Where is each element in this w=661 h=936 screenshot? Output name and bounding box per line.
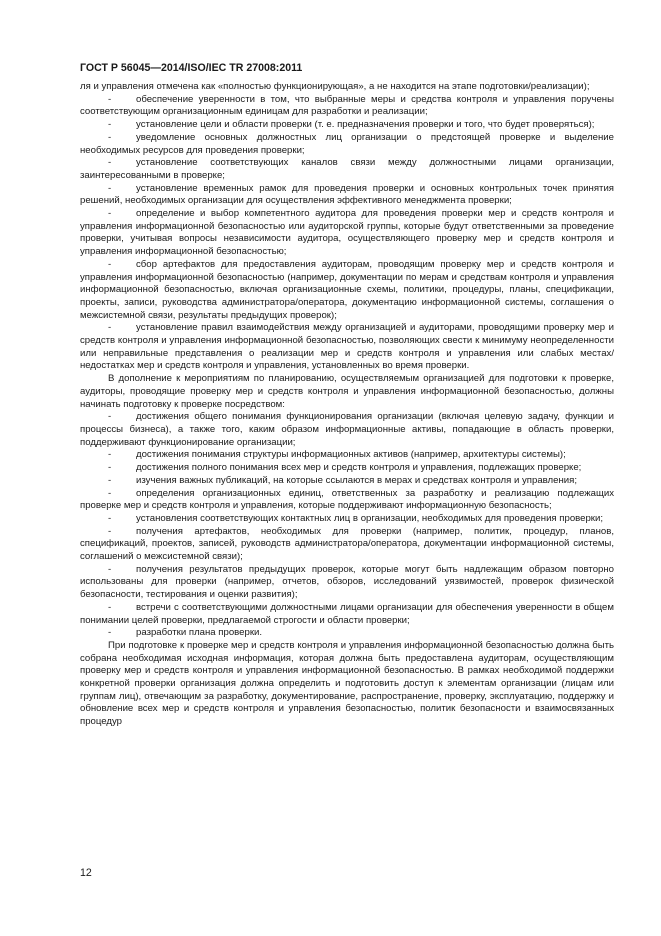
bullet-item: [80, 119, 614, 132]
bullet-item: [80, 564, 614, 602]
bullet-dash: -: [108, 157, 112, 169]
bullet-dash: -: [108, 322, 112, 334]
bullet-dash: -: [108, 93, 112, 105]
bullet-dash: -: [108, 208, 112, 220]
bullet-item: [80, 132, 614, 157]
document-page: [80, 62, 614, 729]
bullet-dash: -: [108, 182, 112, 194]
bullet-item: [80, 526, 614, 564]
paragraph: При подготовке к проверке мер и средств контроля и управления информационной безопасностью должна быть собрана необходимая исходная информация, которая должна быть предоставлена аудиторам, осуществляющим проверку мер и средств контроля и управления информационной безопасностью. В рамках необходимой поддержки конкретной проверки организация должна определить и подготовить доступ к элементам организации (лицам или группам лиц), отвечающим за разработку, документирование, распространение, проверку, эксплуатацию, поддержку и обновление всех мер и средств контроля и управления безопасностью, политик безопасности и взаимосвязанных процедур: [80, 639, 614, 728]
bullet-dash: -: [108, 474, 112, 486]
bullet-dash: -: [108, 449, 112, 461]
bullet-text: достижения общего понимания функционирования организации (включая целевую задачу, функции и процессы бизнеса), а также того, каким образом информационные активы, попадающие в область проверки, поддерживают функционирование организации;: [80, 411, 614, 448]
bullet-text: достижения понимания структуры информационных активов (например, архитектуры системы);: [136, 449, 566, 461]
bullet-dash: -: [108, 119, 112, 131]
bullet-item: [80, 208, 614, 259]
bullet-text: установление временных рамок для проведения проверки и основных контрольных точек принятия решений, необходимых организации для осуществления эффективного менеджмента проверки;: [80, 182, 614, 207]
bullet-item: [80, 449, 614, 462]
bullet-item: [80, 322, 614, 373]
page-number: 12: [80, 867, 92, 879]
bullet-text: разработки плана проверки.: [136, 627, 263, 639]
document-body: [80, 81, 614, 729]
bullet-item: [80, 627, 614, 640]
bullet-text: определение и выбор компетентного аудитора для проведения проверки мер и средств контроля и управления информационной безопасностью или аудиторской группы, которые будут ответственными за проведение проверки, учитывая вопросы независимости аудитора, осуществляющего проверку мер и средств контроля и управления информационной безопасностью;: [80, 208, 614, 258]
bullet-text: получения артефактов, необходимых для проверки (например, политик, процедур, планов, спецификаций, проектов, записей, руководств администратора/оператора, документации информационной системы, соглашений о межсистемной связи);: [80, 525, 614, 563]
bullet-text: обеспечение уверенности в том, что выбранные меры и средства контроля и управления поручены соответствующим организационным единицам для разработки и реализации;: [80, 93, 614, 118]
bullet-dash: -: [108, 131, 112, 143]
standard-header: ГОСТ Р 56045—2014/ISO/IEC TR 27008:2011: [80, 62, 303, 74]
bullet-dash: -: [108, 258, 112, 270]
bullet-item: [80, 411, 614, 449]
bullet-item: [80, 183, 614, 208]
bullet-item: [80, 475, 614, 488]
bullet-item: [80, 488, 614, 513]
bullet-dash: -: [108, 487, 112, 499]
bullet-text: определения организационных единиц, ответственных за разработку и реализацию подлежащих проверке мер и средств контроля и управления, которые поддерживают информационную безопасность;: [80, 487, 614, 512]
bullet-text: сбор артефактов для предоставления аудиторам, проводящим проверку мер и средств контроля и управления информационной безопасностью (например, документации по мерам и средствам контроля и управления информационной безопасностью, включая организационные схемы, политики, процедуры, планы, спецификации, проекты, записи, руководства администратора/оператора, документацию информационной системы, соглашения о межсистемной связи, результаты предыдущих проверок);: [80, 258, 614, 321]
bullet-item: [80, 259, 614, 323]
bullet-dash: -: [108, 462, 112, 474]
bullet-dash: -: [108, 627, 112, 639]
bullet-item: [80, 94, 614, 119]
bullet-item: [80, 157, 614, 182]
continued-paragraph: ля и управления отмечена как «полностью функционирующая», а не находится на этапе подготовки/реализации);: [80, 81, 590, 92]
bullet-item: [80, 602, 614, 627]
bullet-dash: -: [108, 563, 112, 575]
bullet-dash: -: [108, 512, 112, 524]
bullet-text: уведомление основных должностных лиц организации о предстоящей проверке и выделение необходимых ресурсов для проведения проверки;: [80, 131, 614, 156]
bullet-text: изучения важных публикаций, на которые ссылаются в мерах и средствах контроля и управления;: [136, 474, 577, 486]
bullet-item: [80, 462, 614, 475]
bullet-text: встречи с соответствующими должностными лицами организации для обеспечения уверенности в общем понимании целей проверки, предлагаемой строгости и области проверки;: [80, 601, 614, 626]
bullet-text: установления соответствующих контактных лиц в организации, необходимых для проведения проверки;: [136, 512, 604, 524]
bullet-dash: -: [108, 411, 112, 423]
bullet-text: получения результатов предыдущих проверок, которые могут быть надлежащим образом повторно использованы для проверки (например, отчетов, обзоров, исследований уязвимостей, проверок физической безопасности, тестирования и оценки развития);: [80, 563, 614, 601]
bullet-text: установление правил взаимодействия между организацией и аудиторами, проводящими проверку мер и средств контроля и управления информационной безопасностью, позволяющих свести к минимуму неопределенности или неправильные представления о реализации мер и средств контроля и управления или слабых местах/недостатках мер и средств контроля и управления, установленных во время проверки.: [80, 322, 614, 372]
bullet-dash: -: [108, 601, 112, 613]
bullet-text: достижения полного понимания всех мер и средств контроля и управления, подлежащих проверке;: [136, 462, 582, 474]
paragraph: В дополнение к мероприятиям по планированию, осуществляемым организацией для подготовки к проверке, аудиторы, проводящие проверку мер и средств контроля и управления информационной безопасностью, должны начинать подготовку к проверке посредством:: [80, 373, 614, 410]
bullet-text: установление соответствующих каналов связи между должностными лицами организации, заинтересованными в проверке;: [80, 157, 614, 181]
bullet-item: [80, 513, 614, 526]
bullet-text: установление цели и области проверки (т. е. предназначения проверки и того, что будет проверяться);: [136, 119, 595, 131]
bullet-dash: -: [108, 525, 112, 537]
